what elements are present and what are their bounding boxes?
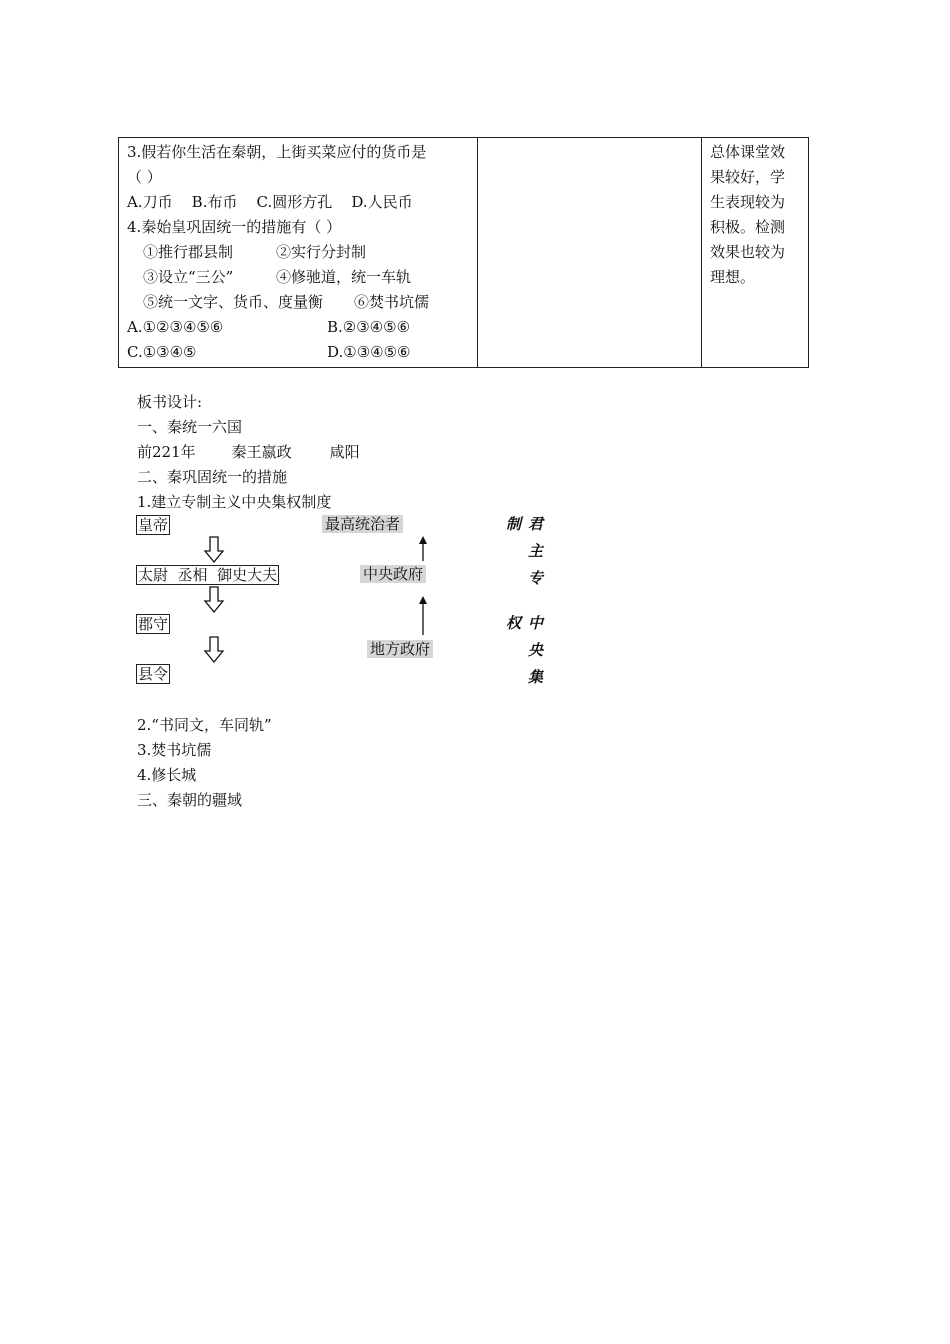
up-arrow-icon (417, 596, 429, 636)
q4-answer-d: D.①③④⑤⑥ (327, 343, 411, 361)
q3-options: A.刀币 B.布币 C.圆形方孔 D.人民币 (127, 193, 413, 211)
q3-blank: （ ） (127, 168, 162, 186)
questions-cell (119, 138, 478, 368)
up-arrow-icon (417, 536, 429, 562)
item-3: 3.焚书坑儒 (137, 741, 212, 759)
q3-stem: 3.假若你生活在秦朝，上街买菜应付的货币是 (127, 143, 427, 161)
section-3: 三、秦朝的疆域 (137, 791, 243, 809)
q4-answer-b: B.②③④⑤⑥ (327, 318, 411, 336)
emperor-box: 皇帝 (138, 516, 169, 534)
local-gov-label: 地方政府 (367, 640, 433, 658)
summary-line-6: 理想。 (710, 268, 756, 286)
board-heading: 板书设计: (137, 393, 203, 411)
summary-line-1: 总体课堂效 (710, 143, 786, 161)
county-box: 县令 (138, 665, 169, 683)
empty-cell (478, 138, 702, 368)
vertical-char: 君 (528, 515, 544, 533)
down-arrow-icon (204, 587, 224, 613)
officials-box: 太尉 丞相 御史大夫 (138, 566, 278, 584)
vertical-char: 专 (528, 569, 544, 587)
q4-stem: 4.秦始皇巩固统一的措施有（ ） (127, 218, 342, 236)
summary-line-5: 效果也较为 (710, 243, 786, 261)
exercise-table (118, 137, 809, 368)
central-gov-label: 中央政府 (360, 565, 426, 583)
q4-item-4: ④修驰道，统一车轨 (276, 268, 412, 286)
summary-line-3: 生表现较为 (710, 193, 786, 211)
q4-item-3: ③设立“三公” (143, 268, 234, 286)
down-arrow-icon (204, 537, 224, 563)
section-1: 一、秦统一六国 (137, 418, 243, 436)
vertical-char: 制 (506, 515, 522, 533)
vertical-char: 权 (506, 614, 522, 632)
q4-answer-c: C.①③④⑤ (127, 343, 197, 361)
vertical-char: 主 (528, 542, 544, 560)
king: 秦王嬴政 (231, 443, 292, 461)
commandery-box: 郡守 (138, 615, 169, 633)
summary-cell (702, 138, 809, 368)
vertical-char: 集 (528, 668, 544, 686)
capital: 咸阳 (329, 443, 360, 461)
q4-item-1: ①推行郡县制 (143, 243, 234, 261)
vertical-char: 央 (528, 641, 544, 659)
item-2: 2.“书同文，车同轨” (137, 716, 272, 734)
top-ruler-label: 最高统治者 (322, 515, 403, 533)
q4-item-5: ⑤统一文字、货币、度量衡 (143, 293, 324, 311)
item-4: 4.修长城 (137, 766, 197, 784)
down-arrow-icon (204, 637, 224, 663)
year-line (137, 441, 360, 462)
section-2: 二、秦巩固统一的措施 (137, 468, 288, 486)
q4-answer-a: A.①②③④⑤⑥ (127, 318, 224, 336)
year: 前221年 (137, 443, 196, 461)
vertical-char: 中 (528, 614, 544, 632)
summary-line-2: 果较好，学 (710, 168, 786, 186)
q4-item-2: ②实行分封制 (276, 243, 367, 261)
item-1: 1.建立专制主义中央集权制度 (137, 493, 332, 511)
q4-item-6: ⑥焚书坑儒 (354, 293, 430, 311)
summary-line-4: 积极。检测 (710, 218, 786, 236)
